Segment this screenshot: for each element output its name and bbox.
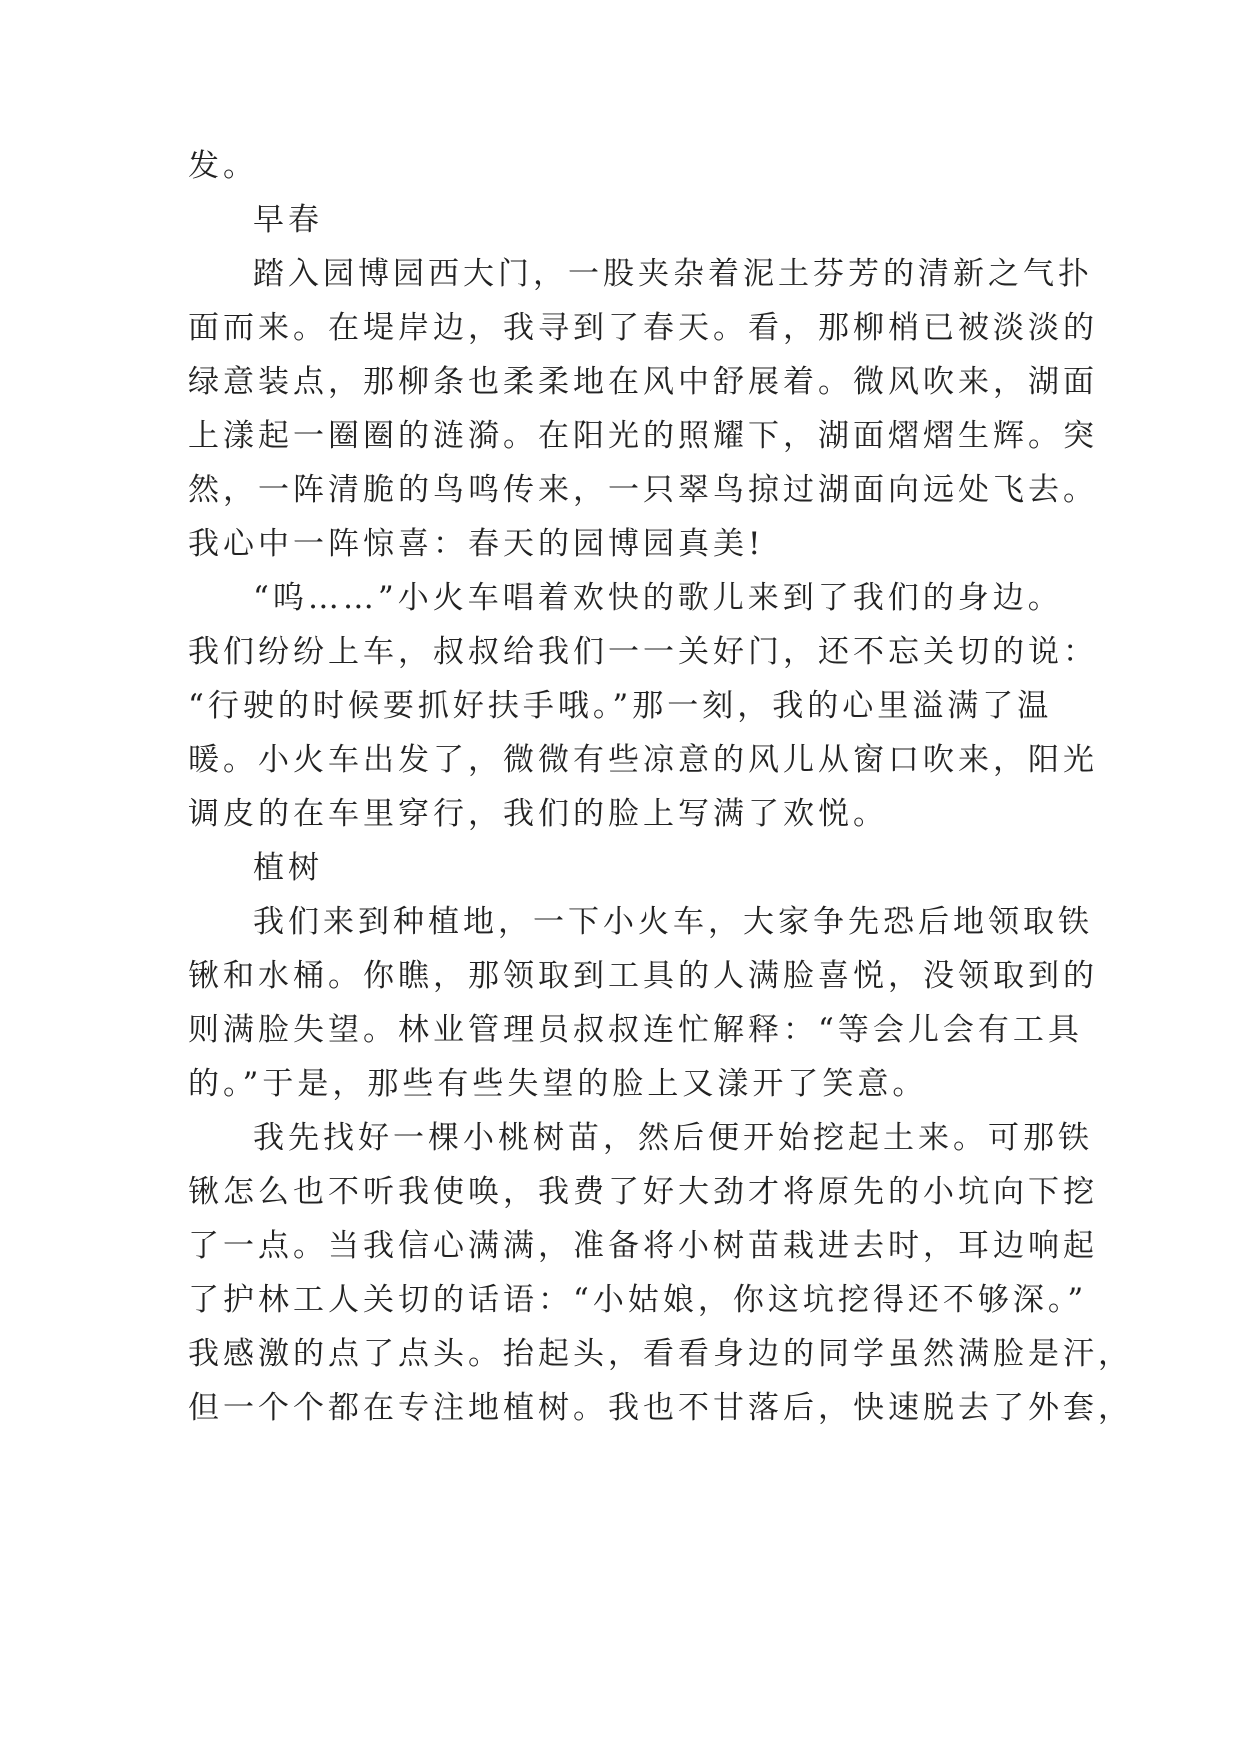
section-heading-early-spring: 早春 — [253, 202, 323, 238]
text-line-17: 则满脸失望。林业管理员叔叔连忙解释：“等会儿会有工具 — [188, 1012, 1083, 1048]
text-line-8: 我心中一阵惊喜：春天的园博园真美! — [188, 526, 765, 562]
text-line-10: 我们纷纷上车，叔叔给我们一一关好门，还不忘关切的说： — [188, 634, 1098, 670]
text-line-1: 发。 — [188, 148, 258, 184]
text-line-6: 上漾起一圈圈的涟漪。在阳光的照耀下，湖面熠熠生辉。突 — [188, 418, 1098, 454]
text-line-23: 我感激的点了点头。抬起头，看看身边的同学虽然满脸是汗， — [188, 1336, 1133, 1372]
text-line-15: 我们来到种植地，一下小火车，大家争先恐后地领取铁 — [253, 904, 1093, 940]
text-line-3: 踏入园博园西大门，一股夹杂着泥土芬芳的清新之气扑 — [253, 256, 1093, 292]
section-heading-planting: 植树 — [253, 850, 323, 886]
text-line-7: 然，一阵清脆的鸟鸣传来，一只翠鸟掠过湖面向远处飞去。 — [188, 472, 1098, 508]
text-line-21: 了一点。当我信心满满，准备将小树苗栽进去时，耳边响起 — [188, 1228, 1098, 1264]
text-line-12: 暖。小火车出发了，微微有些凉意的风儿从窗口吹来，阳光 — [188, 742, 1098, 778]
text-line-13: 调皮的在车里穿行，我们的脸上写满了欢悦。 — [188, 796, 888, 832]
text-line-9: “呜……”小火车唱着欢快的歌儿来到了我们的身边。 — [253, 580, 1063, 616]
text-line-4: 面而来。在堤岸边，我寻到了春天。看，那柳梢已被淡淡的 — [188, 310, 1098, 346]
text-line-16: 锹和水桶。你瞧，那领取到工具的人满脸喜悦，没领取到的 — [188, 958, 1098, 994]
text-line-20: 锹怎么也不听我使唤，我费了好大劲才将原先的小坑向下挖 — [188, 1174, 1098, 1210]
text-line-11: “行驶的时候要抓好扶手哦。”那一刻，我的心里溢满了温 — [188, 688, 1053, 724]
text-line-19: 我先找好一棵小桃树苗，然后便开始挖起土来。可那铁 — [253, 1120, 1093, 1156]
text-line-22: 了护林工人关切的话语：“小姑娘，你这坑挖得还不够深。” — [188, 1282, 1088, 1318]
text-line-24: 但一个个都在专注地植树。我也不甘落后，快速脱去了外套， — [188, 1390, 1133, 1426]
text-line-5: 绿意装点，那柳条也柔柔地在风中舒展着。微风吹来，湖面 — [188, 364, 1098, 400]
text-line-18: 的。”于是，那些有些失望的脸上又漾开了笑意。 — [188, 1066, 928, 1102]
